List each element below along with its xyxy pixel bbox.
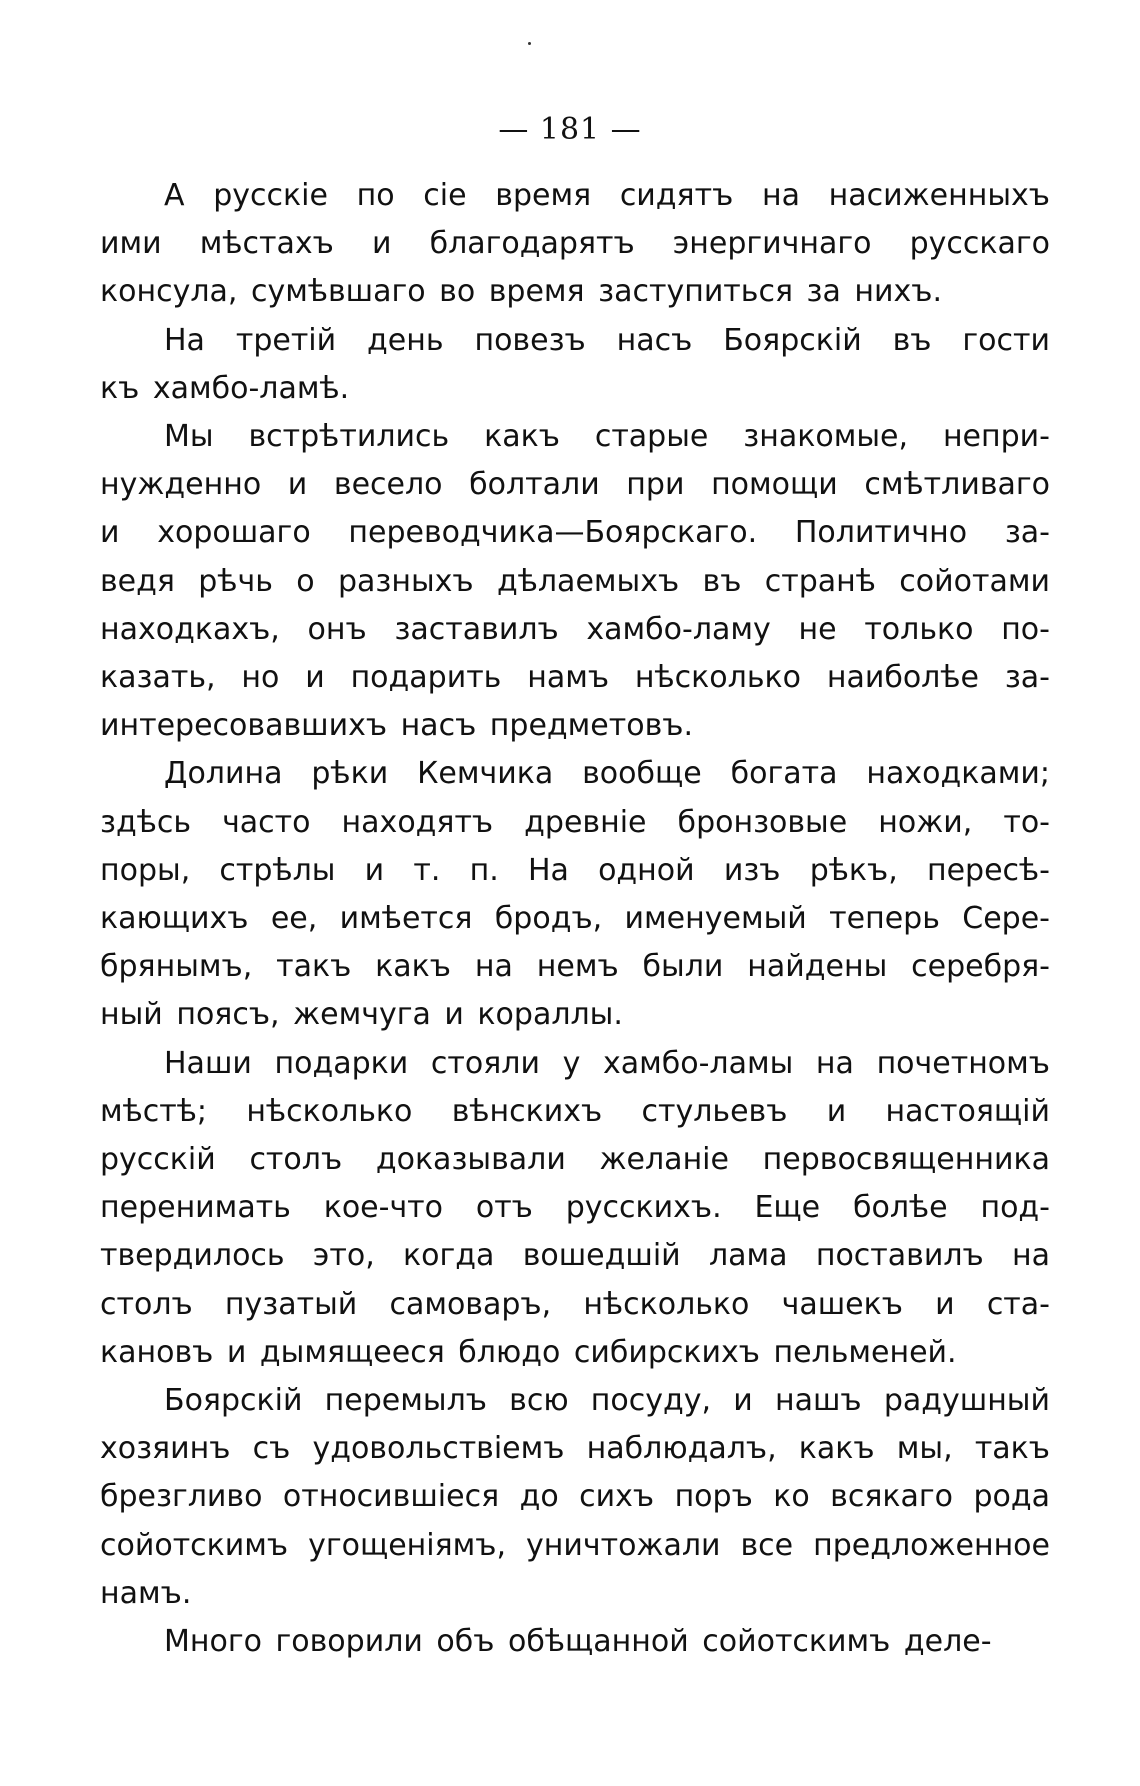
paragraph <box>100 1377 1050 1618</box>
paragraph <box>100 1040 1050 1377</box>
text-line: брезгливо относившіеся до сихъ поръ ко всякаго рода <box>100 1479 1050 1515</box>
text-line: кановъ и дымящееся блюдо сибирскихъ пельменей. <box>100 1334 957 1370</box>
text-line: консула, сумѣвшаго во время заступиться за нихъ. <box>100 274 943 310</box>
text-line: намъ. <box>100 1575 192 1611</box>
text-line: твердилось это, когда вошедшій лама поставилъ на <box>100 1238 1050 1274</box>
print-speck <box>528 42 531 45</box>
text-line: столъ пузатый самоваръ, нѣсколько чашекъ и ста- <box>100 1286 1050 1322</box>
page-body-text <box>100 172 1050 1666</box>
paragraph <box>100 317 1050 413</box>
text-line: ный поясъ, жемчуга и кораллы. <box>100 997 623 1033</box>
text-line: къ хамбо-ламѣ. <box>100 370 350 406</box>
text-line: перенимать кое-что отъ русскихъ. Еще болѣе под- <box>100 1190 1050 1226</box>
text-line: Наши подарки стояли у хамбо-ламы на почетномъ <box>164 1045 1050 1081</box>
text-line: и хорошаго переводчика—Боярскаго. Политично за- <box>100 515 1050 551</box>
text-line: кающихъ ее, имѣется бродъ, именуемый теперь Сере- <box>100 901 1050 937</box>
text-line: русскій столъ доказывали желаніе первосвященника <box>100 1142 1050 1178</box>
text-line: Мы встрѣтились какъ старые знакомые, непри- <box>164 419 1050 455</box>
text-line: хозяинъ съ удовольствіемъ наблюдалъ, какъ мы, такъ <box>100 1431 1050 1467</box>
text-line: мѣстѣ; нѣсколько вѣнскихъ стульевъ и настоящій <box>100 1093 1050 1129</box>
text-line: здѣсь часто находятъ древніе бронзовые ножи, то- <box>100 804 1050 840</box>
text-line: поры, стрѣлы и т. п. На одной изъ рѣкъ, пересѣ- <box>100 852 1050 888</box>
paragraph <box>100 750 1050 1039</box>
text-line: брянымъ, такъ какъ на немъ были найдены серебря- <box>100 949 1050 985</box>
text-line: Много говорили объ обѣщанной сойотскимъ деле- <box>164 1624 992 1660</box>
text-line: сойотскимъ угощеніямъ, уничтожали все предложенное <box>100 1527 1050 1563</box>
text-line: Боярскій перемылъ всю посуду, и нашъ радушный <box>164 1383 1050 1419</box>
text-line: находкахъ, онъ заставилъ хамбо-ламу не только по- <box>100 611 1050 647</box>
paragraph <box>100 1618 1050 1666</box>
text-line: На третій день повезъ насъ Боярскій въ гости <box>164 322 1050 358</box>
text-line: А русскіе по сіе время сидятъ на насиженныхъ <box>164 178 1050 213</box>
text-line: казать, но и подарить намъ нѣсколько наиболѣе за- <box>100 660 1050 696</box>
paragraph <box>100 413 1050 750</box>
paragraph <box>100 172 1050 317</box>
text-line: Долина рѣки Кемчика вообще богата находками; <box>164 756 1050 792</box>
text-line: нужденно и весело болтали при помощи смѣтливаго <box>100 467 1050 503</box>
text-line: ведя рѣчь о разныхъ дѣлаемыхъ въ странѣ сойотами <box>100 563 1050 599</box>
page-number: — 181 — <box>498 112 642 147</box>
text-line: ими мѣстахъ и благодарятъ энергичнаго русскаго <box>100 226 1050 262</box>
text-line: интересовавшихъ насъ предметовъ. <box>100 708 693 744</box>
